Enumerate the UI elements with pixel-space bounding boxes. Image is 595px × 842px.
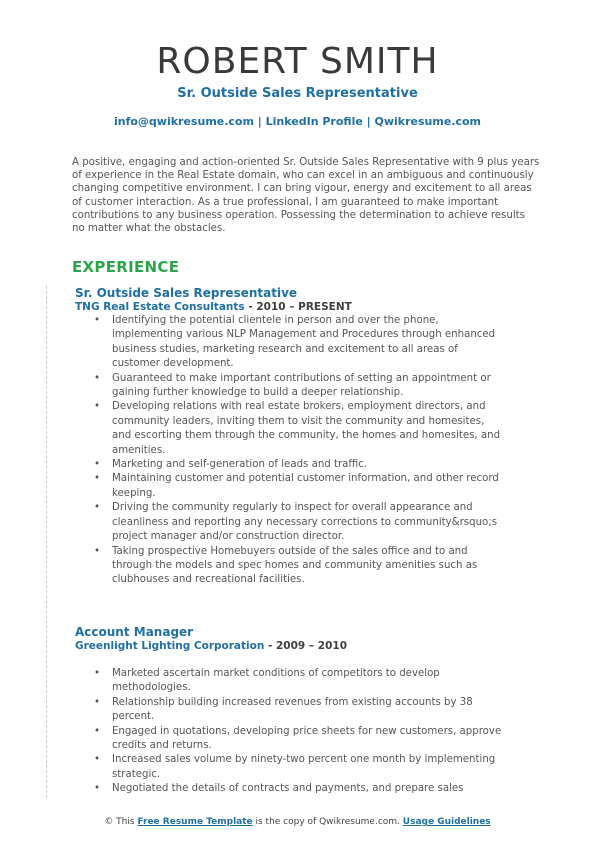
footer-middle: is the copy of Qwikresume.com. (252, 817, 403, 827)
bullet-item: • Driving the community regularly to inspect for overall appearance and cleanliness and reporting any necessary corrections to community&rsquo;s project manager and/or construction director. (112, 501, 505, 544)
contact-line (0, 115, 595, 128)
usage-guidelines-link[interactable]: Usage Guidelines (402, 817, 491, 827)
bullet-item: • Marketed ascertain market conditions of competitors to develop methodologies. (112, 667, 505, 696)
candidate-title: Sr. Outside Sales Representative (177, 86, 418, 101)
job-entry (75, 625, 505, 797)
bullet-item: • Guaranteed to make important contributions of setting an appointment or gaining further knowledge to build a deeper relationship. (112, 372, 505, 401)
linkedin-link[interactable]: LinkedIn Profile (265, 115, 363, 128)
email-link[interactable]: info@qwikresume.com (113, 115, 254, 128)
footer-prefix: © This (104, 817, 138, 827)
job-company-line (75, 300, 505, 314)
contact-separator: | (253, 115, 266, 128)
job-entry (75, 286, 505, 588)
job-bullets (75, 314, 505, 588)
free-resume-template-link[interactable]: Free Resume Template (137, 817, 253, 827)
candidate-name: ROBERT SMITH (156, 41, 439, 82)
job-dates: - 2010 – PRESENT (244, 301, 352, 313)
job-title: Account Manager (75, 625, 194, 639)
job-title: Sr. Outside Sales Representative (75, 286, 298, 300)
contact-separator: | (362, 115, 375, 128)
bullet-item: • Taking prospective Homebuyers outside of the sales office and to and through the models and spec homes and community amenities such as clubhouses and recreational facilities. (112, 545, 505, 588)
bullet-item: • Identifying the potential clientele in person and over the phone, implementing various NLP Management and Procedures through enhanced business studies, marketing research and excitement to all areas of customer development. (112, 314, 505, 372)
experience-heading: EXPERIENCE (72, 258, 180, 276)
company-name: Greenlight Lighting Corporation (75, 640, 265, 652)
company-name: TNG Real Estate Consultants (75, 301, 245, 313)
bullet-item: • Relationship building increased revenues from existing accounts by 38 percent. (112, 696, 505, 725)
bullet-item: • Marketing and self-generation of leads and traffic. (112, 458, 505, 472)
footer (0, 817, 595, 827)
job-bullets (75, 667, 505, 797)
bullet-item: • Developing relations with real estate brokers, employment directors, and community leaders, inviting them to visit the community and homesites, and escorting them through the community, the homes and homesites, and amenities. (112, 400, 505, 458)
profile-summary: A positive, engaging and action-oriented Sr. Outside Sales Representative with 9 plus years of experience in the Real Estate domain, who can excel in an ambiguous and continuously changing competitive environment. I can bring vigour, energy and excitement to all areas of customer interaction. As a true professional, I am guaranteed to make important contributions to any business operation. Possessing the determination to achieve results no matter what the obstacles. (72, 157, 540, 235)
bullet-item: • Engaged in quotations, developing price sheets for new customers, approve credits and returns. (112, 725, 505, 754)
job-dates: - 2009 – 2010 (264, 640, 348, 652)
website-link[interactable]: Qwikresume.com (374, 115, 482, 128)
job-company-line (75, 639, 505, 653)
timeline-divider (46, 286, 47, 798)
bullet-item: • Maintaining customer and potential customer information, and other record keeping. (112, 472, 505, 501)
bullet-item: • Negotiated the details of contracts and payments, and prepare sales (112, 782, 505, 796)
bullet-item: • Increased sales volume by ninety-two percent one month by implementing strategic. (112, 753, 505, 782)
